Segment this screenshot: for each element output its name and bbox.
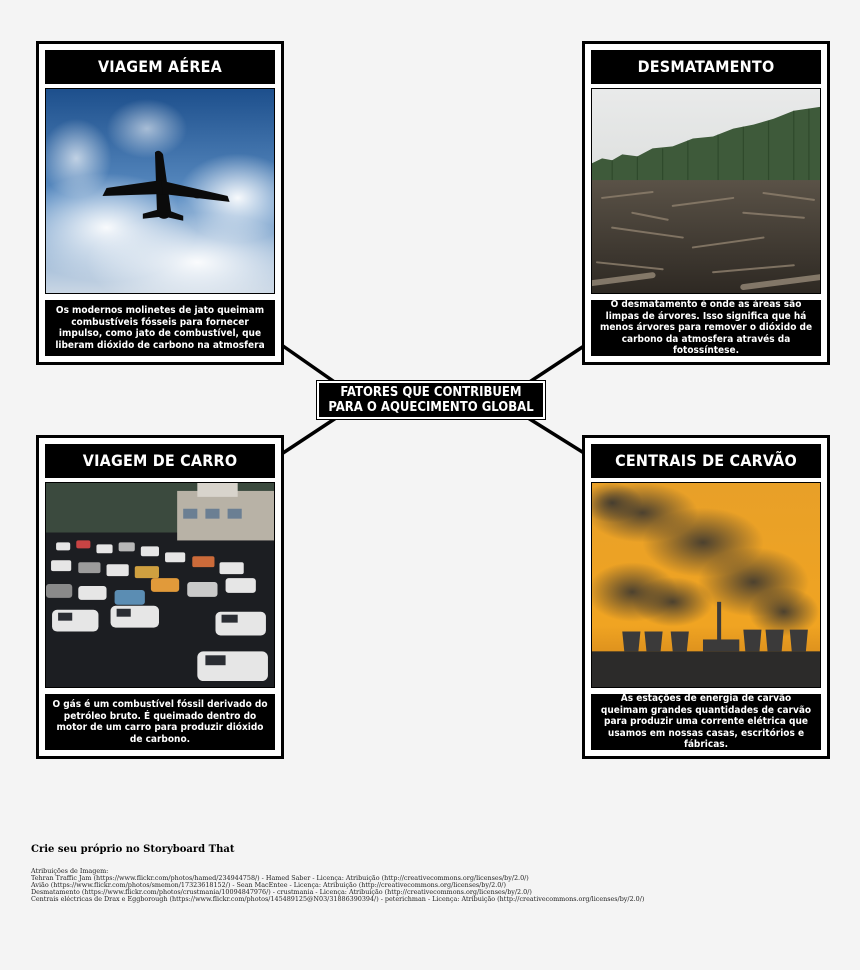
image-attributions: [31, 868, 831, 903]
attribution-line: Avião (https://www.flickr.com/photos/smemon/17323618152/) - Sean MacEntee - Licença: Atribuição (http://creativecommons.org/licenses/by/2.0/): [31, 881, 506, 889]
card-title: CENTRAIS DE CARVÃO: [591, 444, 821, 478]
center-title: [317, 381, 545, 419]
card-deforestation: [582, 41, 830, 365]
airplane-photo: [45, 88, 275, 294]
attribution-heading: Atribuições de Imagem:: [31, 867, 109, 875]
card-caption: Os modernos molinetes de jato queimam combustíveis fósseis para fornecer impulso, como jato de combustível, que liberam dióxido de carbono na atmosfera: [45, 300, 275, 356]
card-air-travel: [36, 41, 284, 365]
card-coal-plants: [582, 435, 830, 759]
connector-bottom-right: [528, 418, 584, 453]
card-title: VIAGEM AÉREA: [45, 50, 275, 84]
card-caption: O desmatamento é onde as áreas são limpas de árvores. Isso significa que há menos árvores para remover o dióxido de carbono da atmosfera através da fotossíntese.: [591, 300, 821, 356]
traffic-jam-photo: [45, 482, 275, 688]
connector-bottom-left: [283, 418, 336, 453]
attribution-line: Desmatamento (https://www.flickr.com/photos/crustmania/10094847976/) - crustmania - Licença: Atribuição (http://creativecommons.org/licenses/by/2.0/): [31, 888, 532, 896]
storyboard-that-link[interactable]: Crie seu próprio no Storyboard That: [31, 844, 235, 855]
card-title: DESMATAMENTO: [591, 50, 821, 84]
attribution-line: Tehran Traffic Jam (https://www.flickr.com/photos/hamed/234944758/) - Hamed Saber - Licença: Atribuição (http://creativecommons.org/licenses/by/2.0/): [31, 874, 529, 882]
center-title-line-1: FATORES QUE CONTRIBUEM: [340, 385, 522, 400]
card-title: VIAGEM DE CARRO: [45, 444, 275, 478]
deforestation-photo: [591, 88, 821, 294]
card-car-travel: [36, 435, 284, 759]
attribution-line: Centrais eléctricas de Drax e Eggborough (https://www.flickr.com/photos/145489125@N03/31886390394/) - peterichman - Licença: Atribuição (http://creativecommons.org/licenses/by/2.0/): [31, 895, 645, 903]
card-caption: O gás é um combustível fóssil derivado do petróleo bruto. É queimado dentro do motor de um carro para produzir dióxido de carbono.: [45, 694, 275, 750]
connector-top-right: [528, 346, 584, 383]
coal-plant-photo: [591, 482, 821, 688]
center-title-line-2: PARA O AQUECIMENTO GLOBAL: [328, 400, 534, 415]
card-caption: As estações de energia de carvão queimam grandes quantidades de carvão para produzir uma corrente elétrica que usamos em nossas casas, escritórios e fábricas.: [591, 694, 821, 750]
connector-top-left: [283, 346, 336, 383]
